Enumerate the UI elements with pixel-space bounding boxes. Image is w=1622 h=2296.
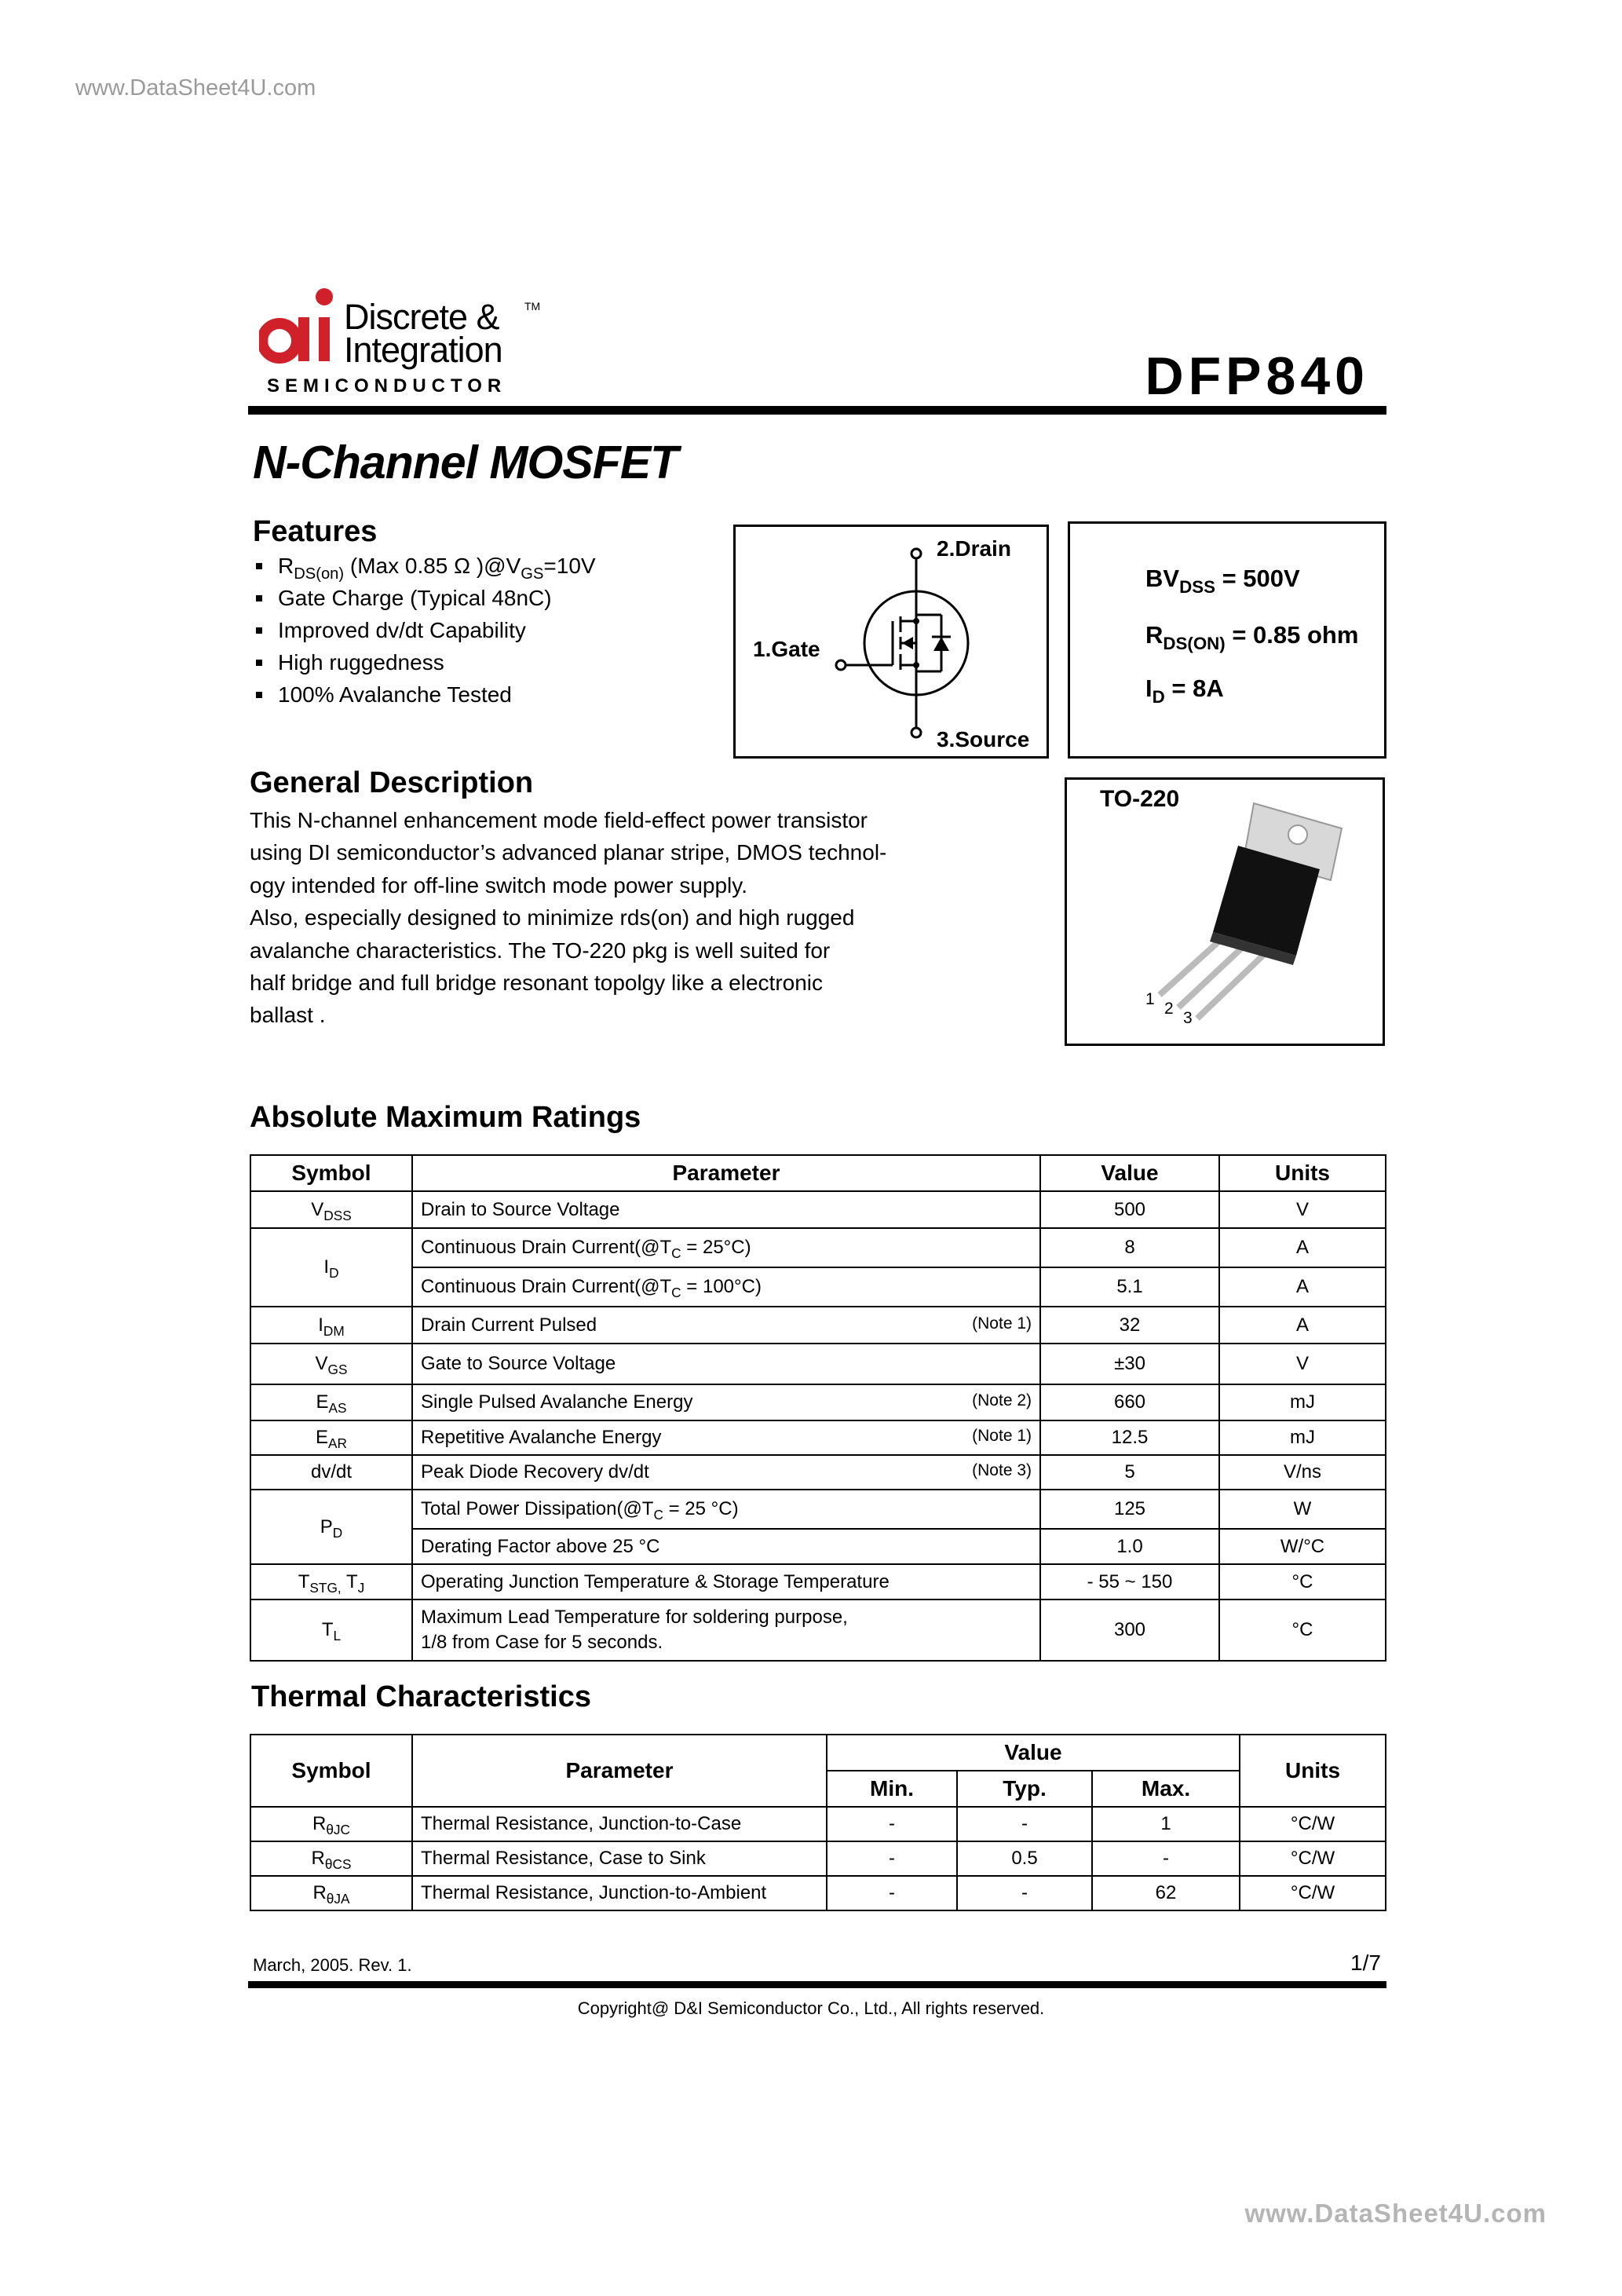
abs-max-heading: Absolute Maximum Ratings xyxy=(250,1101,641,1134)
pin1-label: 1 xyxy=(1145,990,1155,1008)
table-row: $I_{DM}$ Drain Current Pulsed (Note 1) 32 A xyxy=(250,1307,1386,1344)
package-box xyxy=(1065,777,1385,1046)
table-header-row: Min. Typ. Max. xyxy=(250,1771,1386,1807)
mosfet-symbol-icon xyxy=(736,527,1047,756)
spec-id: $I_D = 8A$ xyxy=(1145,675,1224,707)
copyright: Copyright@ D&I Semiconductor Co., Ltd., All rights reserved. xyxy=(577,1998,1045,2018)
feature-item: Gate Charge (Typical 48nC) xyxy=(253,582,596,614)
table-row: $E_{AR}$ Repetitive Avalanche Energy (Note 1) 12.5 mJ xyxy=(250,1420,1386,1455)
pin3-label: 3 xyxy=(1183,1009,1193,1027)
table-header-row: Symbol Parameter Value Units xyxy=(250,1735,1386,1771)
part-number: DFP840 xyxy=(1145,346,1369,406)
table-row: Continuous Drain $Current(@T_C = 100^\circ C)$ 5.1 A xyxy=(250,1267,1386,1307)
table-row: $V_{DSS}$ Drain to Source Voltage 500 V xyxy=(250,1191,1386,1228)
logo-trademark: TM xyxy=(524,300,541,313)
spec-rdson: $R_{DS(ON)} = 0.85$ ohm xyxy=(1145,621,1359,653)
feature-item: $R_{DS(on)}$ (Max 0.85 Ω )$@V_{GS}=10V$ xyxy=(253,550,596,582)
page-subtitle: N-Channel MOSFET xyxy=(253,437,678,488)
abs-max-table xyxy=(250,1154,1386,1662)
features-list xyxy=(253,550,596,711)
revision-date: March, 2005. Rev. 1. xyxy=(253,1955,412,1975)
watermark-top: www.DataSheet4U.com xyxy=(75,75,316,101)
feature-item: 100% Avalanche Tested xyxy=(253,678,596,711)
gate-label: 1.Gate xyxy=(753,637,820,661)
table-row: $P_D$ Total Power $Dissipation(@T_C = 25$ °C) 125 W xyxy=(250,1490,1386,1529)
table-row: Derating Factor above 25 °C 1.0 W/°C xyxy=(250,1529,1386,1564)
general-description-heading: General Description xyxy=(250,766,534,799)
table-row: $R_{\theta JA}$ Thermal Resistance, Junction-to-Ambient - - 62 °C/W xyxy=(250,1876,1386,1910)
spec-bvdss: $BV_{DSS} = 500V$ xyxy=(1145,565,1300,597)
page-number: 1/7 xyxy=(1350,1951,1381,1975)
package-label: TO-220 xyxy=(1100,786,1180,812)
table-row: $E_{AS}$ Single Pulsed Avalanche Energy (Note 2) 660 mJ xyxy=(250,1384,1386,1420)
footer-rule xyxy=(248,1981,1386,1988)
to220-package-icon xyxy=(1067,780,1383,1044)
table-row: $R_{\theta JC}$ Thermal Resistance, Junction-to-Case - - 1 °C/W xyxy=(250,1807,1386,1841)
table-row: $T_L$ Maximum Lead Temperature for soldering purpose, 1/8 from Case for 5 seconds. 300 °C xyxy=(250,1600,1386,1661)
key-specs-box xyxy=(1068,521,1386,759)
logo-line2: Integration xyxy=(344,330,502,370)
table-row: $V_{GS}$ Gate to Source Voltage ±30 V xyxy=(250,1344,1386,1384)
features-heading: Features xyxy=(253,515,378,548)
drain-label: 2.Drain xyxy=(937,536,1011,561)
table-row: $R_{\theta CS}$ Thermal Resistance, Case to Sink - 0.5 - °C/W xyxy=(250,1841,1386,1876)
logo-line3: SEMICONDUCTOR xyxy=(267,375,507,397)
feature-item: High ruggedness xyxy=(253,646,596,678)
source-label: 3.Source xyxy=(937,727,1030,751)
company-logo xyxy=(259,284,573,402)
schematic-box xyxy=(733,525,1049,759)
thermal-heading: Thermal Characteristics xyxy=(251,1680,591,1713)
general-description-text: This N-channel enhancement mode field-effect power transistor using DI semiconductor’s advanced planar stripe, DMOS technol- ogy intended for off-line switch mode power supply. Also, especially designed to minimize rds(on) and high rugged avalanche characteristics. The TO-220 pkg is well suited for half bridge and full bridge resonant topolgy like a electronic ballast . xyxy=(250,808,887,1028)
pin2-label: 2 xyxy=(1164,1000,1174,1018)
thermal-table xyxy=(250,1734,1386,1911)
table-row: $T_{STG,}$ $T_J$ Operating Junction Temperature & Storage Temperature - 55 ~ 150 °C xyxy=(250,1564,1386,1600)
feature-item: Improved dv/dt Capability xyxy=(253,614,596,646)
logo-line1: Discrete & xyxy=(344,297,499,337)
header-rule xyxy=(248,406,1386,415)
watermark-bottom: www.DataSheet4U.com xyxy=(1244,2199,1547,2228)
table-header-row: Symbol Parameter Value Units xyxy=(250,1155,1386,1191)
table-row: $I_D$ Continuous Drain $Current(@T_C = 25^\circ C)$ 8 A xyxy=(250,1228,1386,1267)
table-row: dv/dt Peak Diode Recovery dv/dt (Note 3) 5 V/ns xyxy=(250,1455,1386,1490)
